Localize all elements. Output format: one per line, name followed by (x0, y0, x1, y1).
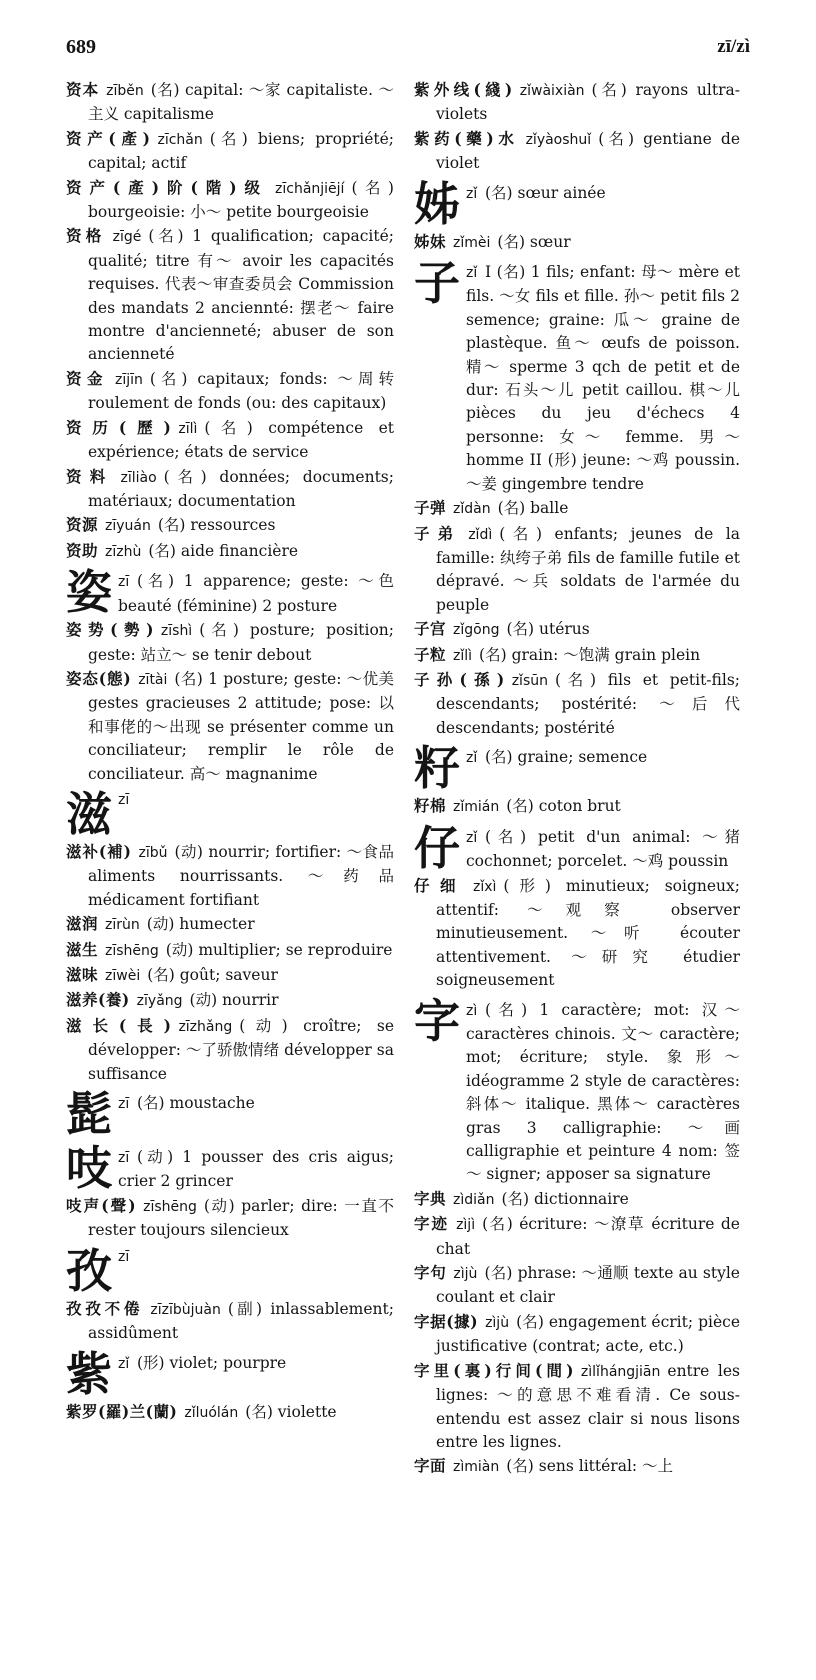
pinyin: zǐmèi (446, 234, 498, 251)
definition-text: (名) grain: ～饱满 grain plein (479, 645, 701, 664)
definition-text: (名) capital: ～家 capitaliste. ～主义 capitalisme (88, 81, 394, 124)
pinyin: zī (118, 1096, 130, 1113)
character-headword: 滋 (66, 786, 112, 841)
entry-headword: 滋味 (66, 965, 99, 984)
character-entry (66, 788, 394, 840)
entry-headword: 子宫 (414, 619, 447, 639)
dictionary-entry (66, 618, 394, 667)
definition-text: (名) capitaux; fonds: ～周转 roulement de fonds (ou: des capitaux) (88, 369, 394, 413)
pinyin: zìjù (478, 1314, 517, 1331)
definition-text: (名) sens littéral: ～上 (506, 1457, 674, 1476)
pinyin: zǐlì (446, 647, 480, 664)
entry-headword: 滋润 (66, 914, 99, 934)
pinyin: zīzhù (98, 543, 149, 560)
entry-headword: 资金 (66, 368, 108, 388)
entry-headword: 滋长(長) (66, 1015, 172, 1035)
character-definition (466, 995, 740, 1187)
entry-headword: 子孙(孫) (414, 669, 505, 689)
definition-text: I (名) 1 fils; enfant: 母～ mère et fils. ～女 fils et fille. 孙～ petit fils 2 semence; graine: 瓜～ graine de plastèque. 鱼～ œufs de poisson. 精～ sperme 3 qch de petit et de dur: 石头～儿 petit caillou. 棋～儿 pièces du jeu d'échecs 4 personne: 女～ femme. 男～ homme II (形) jeune: ～鸡 poussin. ～姜 gingembre tendre (466, 263, 740, 493)
definition-text: (名) sœur ainée (477, 183, 606, 202)
pinyin: zīzhǎng (171, 1018, 240, 1035)
dictionary-entry (66, 224, 394, 366)
definition-text: (名) violette (245, 1402, 337, 1421)
definition-text: (名) moustache (129, 1094, 255, 1113)
entry-headword: 孜孜不倦 (66, 1298, 144, 1318)
entry-headword: 资源 (66, 515, 99, 535)
definition-text: (形) violet; pourpre (129, 1353, 287, 1372)
pinyin: zīrùn (98, 917, 147, 934)
pinyin: zīlì (171, 420, 205, 437)
entry-headword: 籽棉 (414, 796, 447, 816)
entry-headword: 资助 (66, 540, 99, 560)
definition-text: (形) minutieux; soigneux; attentif: ～观察 observer minutieusement. ～听 écouter attentivement. ～研究 étudier soigneusement (436, 876, 740, 990)
dictionary-entry (66, 1400, 394, 1425)
character-definition (118, 1142, 394, 1194)
character-headword: 髭 (66, 1087, 112, 1142)
character-entry (414, 257, 740, 496)
definition-text: (名) 1 apparence; geste: ～色 beauté (féminine) 2 posture (118, 572, 394, 615)
entry-headword: 字里(裏)行间(間) (414, 1360, 574, 1380)
character-entry (414, 178, 740, 230)
pinyin: zīshēng (98, 942, 166, 959)
entry-headword: 资产(產)阶(階)级 (66, 177, 269, 197)
pinyin: zīyǎng (129, 993, 190, 1010)
entry-headword: 子弹 (414, 498, 447, 518)
entry-headword: 吱声(聲) (66, 1196, 137, 1216)
pinyin: zīgé (105, 229, 149, 246)
character-entry (66, 1245, 394, 1297)
dictionary-entry (66, 912, 394, 937)
entry-headword: 紫罗(羅)兰(蘭) (66, 1401, 178, 1421)
pinyin: zǐyàoshuǐ (518, 131, 599, 148)
pinyin: zǐ (118, 1355, 130, 1372)
pinyin: zīliào (113, 469, 164, 486)
pinyin: zǐ (466, 265, 478, 282)
definition-text: entre les lignes: ～的意思不难看清. Ce sous-entendu est assez clair si nous lisons entre les lignes. (436, 1361, 740, 1451)
pinyin: zǐgōng (446, 622, 507, 639)
definition-text: (名) 1 qualification; capacité; qualité; titre 有～ avoir les capacités requises. 代表～审查委员会 Commission des mandats 2 anciennté: 摆老～ faire montre d'ancienneté; abuser de son ancienneté (88, 227, 394, 364)
dictionary-entry (414, 874, 740, 993)
pinyin: zìjì (449, 1217, 483, 1234)
character-definition (118, 1088, 394, 1116)
character-definition (118, 566, 394, 618)
pinyin: zīzībùjuàn (143, 1301, 228, 1318)
dictionary-entry (414, 1187, 740, 1212)
character-definition (466, 822, 740, 874)
dictionary-entry (414, 1454, 740, 1479)
dictionary-entry (66, 367, 394, 416)
dictionary-entry (66, 513, 394, 538)
character-headword: 吱 (66, 1141, 112, 1196)
character-definition (118, 788, 394, 812)
entry-headword: 姿势(勢) (66, 620, 154, 640)
pinyin: zì (466, 1002, 478, 1019)
definition-text: (动) parler; dire: 一直不 rester toujours silencieux (88, 1197, 394, 1240)
dictionary-entry (66, 465, 394, 514)
pinyin: zīwèi (98, 968, 148, 984)
page-number: 689 (66, 36, 96, 58)
pinyin: zījīn (107, 371, 150, 388)
character-headword: 仔 (414, 820, 460, 875)
entry-headword: 紫外线(綫) (414, 80, 513, 99)
definition-text: (名) sœur (497, 232, 571, 251)
pinyin: zǐdàn (446, 501, 498, 518)
dictionary-entry (66, 1297, 394, 1346)
entry-headword: 字典 (414, 1188, 447, 1208)
definition-text: (名) gentiane de violet (436, 129, 740, 173)
dictionary-entry (414, 78, 740, 127)
character-entry (66, 1142, 394, 1194)
definition-text: (名) données; documents; matériaux; documentation (88, 467, 394, 510)
dictionary-entry (414, 522, 740, 618)
dictionary-entry (414, 127, 740, 176)
definition-text: (名) bourgeoisie: 小～ petite bourgeoisie (88, 178, 394, 222)
character-headword: 姿 (66, 565, 112, 620)
dictionary-entry (414, 794, 740, 819)
character-headword: 紫 (66, 1346, 112, 1401)
entry-headword: 姊妹 (414, 231, 447, 251)
dictionary-entry (66, 1194, 394, 1243)
entry-headword: 字迹 (414, 1214, 450, 1234)
definition-text: (副) inlassablement; assidûment (88, 1299, 394, 1343)
entry-headword: 资产(產) (66, 128, 151, 148)
entry-headword: 字据(據) (414, 1311, 479, 1331)
definition-text: (名) posture; position; geste: 站立～ se tenir debout (88, 621, 394, 664)
dictionary-entry (414, 1212, 740, 1261)
dictionary-entry (414, 617, 740, 642)
dictionary-entry (414, 496, 740, 521)
definition-text: (名) petit d'un animal: ～猪 cochonnet; porcelet. ～鸡 poussin (466, 827, 740, 870)
pinyin: zǐwàixiàn (512, 83, 592, 99)
pinyin: zībǔ (131, 844, 175, 861)
right-column (414, 78, 740, 1480)
pinyin: zī (118, 574, 130, 591)
character-headword: 子 (414, 256, 460, 311)
character-definition (466, 742, 740, 770)
pinyin: zī (118, 1248, 130, 1265)
dictionary-entry (66, 127, 394, 176)
entry-headword: 资格 (66, 226, 106, 246)
definition-text: (名) fils et petit-fils; descendants; postérité: ～后代 descendants; postérité (436, 670, 741, 737)
dictionary-entry (66, 176, 394, 225)
character-entry (414, 995, 740, 1187)
definition-text: (名) ressources (157, 516, 276, 535)
dictionary-entry (414, 668, 740, 740)
character-headword: 字 (414, 993, 460, 1048)
definition-text: (名) enfants; jeunes de la famille: 纨绔子弟 fils de famille futile et dépravé. ～兵 soldats de l'armée du peuple (436, 524, 740, 614)
dictionary-entry (66, 78, 394, 127)
character-entry (414, 742, 740, 794)
pinyin: zīběn (99, 83, 151, 99)
definition-text: (名) compétence et expérience; états de service (88, 418, 394, 462)
pinyin: zǐdì (461, 526, 500, 543)
character-entry (414, 822, 740, 874)
definition-text: (名) phrase: ～通顺 texte au style coulant et clair (436, 1264, 740, 1307)
character-definition (118, 1245, 394, 1269)
definition-text: (动) nourrir; fortifier: ～食品 aliments nourrissants. ～药品 médicament fortifiant (88, 842, 394, 909)
character-entry (66, 566, 394, 618)
pinyin: zīshēng (136, 1199, 204, 1216)
entry-headword: 紫药(藥)水 (414, 128, 519, 148)
entry-headword: 字面 (414, 1456, 447, 1476)
dictionary-entry (66, 963, 394, 988)
pinyin: zǐ (466, 185, 478, 202)
pinyin: zìjù (446, 1266, 485, 1283)
character-headword: 籽 (414, 741, 460, 796)
pinyin: zǐ (466, 829, 478, 846)
dictionary-entry (414, 1359, 740, 1455)
dictionary-entry (414, 230, 740, 255)
pinyin: zìdiǎn (446, 1191, 502, 1208)
pinyin: zǐsūn (504, 672, 555, 689)
dictionary-entry (66, 938, 394, 963)
entry-headword: 滋补(補) (66, 841, 132, 861)
definition-text: (名) engagement écrit; pièce justificative (contrat; acte, etc.) (436, 1312, 741, 1356)
pinyin: zǐluólán (177, 1404, 246, 1421)
definition-text: (动) nourrir (189, 991, 279, 1010)
definition-text: (名) rayons ultra-violets (436, 81, 740, 124)
entry-headword: 子弟 (414, 523, 462, 543)
dictionary-entry (66, 988, 394, 1013)
definition-text: (名) écriture: ～潦草 écriture de chat (436, 1215, 740, 1258)
character-entry (66, 1348, 394, 1400)
entry-headword: 资历(歷) (66, 417, 172, 437)
definition-text: (名) coton brut (506, 797, 621, 816)
character-definition (118, 1348, 394, 1376)
definition-text: (名) dictionnaire (501, 1189, 629, 1208)
guide-word: zī/zì (717, 36, 750, 57)
dictionary-entry (66, 416, 394, 465)
dictionary-entry (414, 643, 740, 668)
pinyin: zǐ (466, 750, 478, 767)
pinyin: zī (118, 1150, 130, 1167)
character-headword: 孜 (66, 1243, 112, 1298)
pinyin: zīchǎn (150, 131, 210, 148)
definition-text: (名) biens; propriété; capital; actif (88, 129, 394, 173)
entry-headword: 姿态(態) (66, 668, 132, 688)
pinyin: zǐxì (465, 878, 504, 895)
entry-headword: 字句 (414, 1263, 447, 1283)
definition-text: (名) balle (497, 499, 569, 518)
entry-headword: 仔细 (414, 875, 466, 895)
pinyin: zīshì (153, 623, 200, 640)
dictionary-entry (66, 1014, 394, 1086)
definition-text: (动) croître; se développer: ～了骄傲情绪 développer sa suffisance (88, 1016, 394, 1083)
pinyin: zīyuán (98, 518, 158, 535)
definition-text: (名) 1 posture; geste: ～优美 gestes gracieuses 2 attitude; pose: 以和事佬的～出现 se présenter comme un conciliateur; remplir le rôle de conciliateur. 高～ magnanime (88, 669, 395, 783)
dictionary-entry (66, 840, 394, 912)
definition-text: (动) humecter (146, 915, 255, 934)
definition-text: (名) 1 caractère; mot: 汉～ caractères chinois. 文～ caractère; mot; écriture; style. 象形～ idéogramme 2 style de caractères: 斜体～ italique. 黑体～ caractères gras 3 calligraphie: ～画 calligraphie et peinture 4 nom: 签～ signer; apposer sa signature (466, 1000, 740, 1184)
dictionary-entry (414, 1261, 740, 1310)
dictionary-entry (414, 1310, 740, 1359)
entry-headword: 子粒 (414, 644, 447, 664)
pinyin: zìmiàn (446, 1459, 507, 1476)
entry-headword: 资本 (66, 80, 100, 99)
pinyin: zī (118, 791, 130, 808)
definition-text: (名) utérus (506, 620, 590, 639)
definition-text: (名) aide financière (148, 541, 299, 560)
entry-headword: 资料 (66, 466, 114, 486)
pinyin: zìlǐhángjiān (573, 1363, 668, 1380)
definition-text: (名) graine; semence (477, 748, 648, 767)
character-definition (466, 178, 740, 206)
character-definition (466, 257, 740, 496)
entry-headword: 滋生 (66, 939, 99, 959)
dictionary-entry (66, 539, 394, 564)
dictionary-entry (66, 667, 394, 786)
definition-text: (动) multiplier; se reproduire (165, 940, 393, 959)
pinyin: zīchǎnjiējí (268, 180, 352, 197)
pinyin: zītài (131, 671, 175, 688)
left-column (66, 78, 394, 1425)
entry-headword: 滋养(養) (66, 990, 130, 1010)
definition-text: (名) goût; saveur (147, 966, 278, 984)
definition-text: (动) 1 pousser des cris aigus; crier 2 grincer (118, 1148, 394, 1191)
character-entry (66, 1088, 394, 1140)
pinyin: zǐmián (446, 799, 507, 816)
character-headword: 姊 (414, 176, 460, 231)
